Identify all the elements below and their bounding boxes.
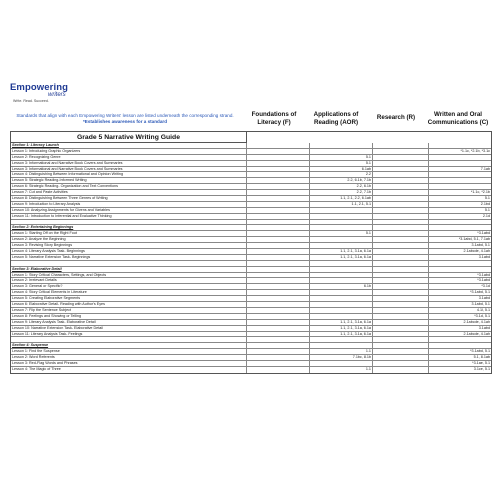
lesson-cell: Lesson 5: Strategic Reading-Informed Writing (11, 178, 247, 183)
aor-cell (310, 237, 373, 242)
aor-cell (310, 261, 373, 266)
foundations-cell (247, 190, 310, 195)
lesson-cell: Lesson 5: Creating Elaborative Segments (11, 296, 247, 301)
foundations-cell (247, 231, 310, 236)
communications-cell (429, 178, 491, 183)
communications-cell: *3.1abd (477, 231, 490, 236)
research-cell (373, 214, 429, 219)
lesson-cell: Section 2: Entertaining Beginnings (11, 225, 247, 230)
lesson-cell: Lesson 1: Story Critical Characters, Settings, and Objects (11, 273, 247, 278)
foundations-cell (247, 332, 310, 337)
foundations-cell (247, 337, 310, 342)
communications-cell: 3.1ce, 5.1 (473, 366, 490, 371)
research-cell (373, 196, 429, 201)
lesson-cell: Lesson 10: Narrative Extension Task- Elaborative Detail (11, 326, 247, 331)
research-cell (373, 273, 429, 278)
communications-cell: *1.1c, *2.1b (470, 190, 490, 195)
foundations-cell (247, 161, 310, 166)
lesson-cell: Lesson 10: Analyzing Assignments for Givens and Variables (11, 208, 247, 213)
logo-tagline: Write. Read. Succeed. (13, 99, 49, 103)
communications-cell (429, 161, 491, 166)
communications-cell (429, 267, 491, 272)
table-body (11, 143, 491, 373)
research-cell (373, 149, 429, 154)
research-cell (373, 308, 429, 313)
aor-cell (310, 149, 373, 154)
communications-cell (429, 261, 491, 266)
column-header-communications: Written and Oral Communications (C) (427, 111, 489, 126)
research-cell (373, 332, 429, 337)
lesson-cell: Lesson 7: Cut and Paste Activities (11, 190, 247, 195)
foundations-cell (247, 261, 310, 266)
aor-cell (310, 273, 373, 278)
lesson-cell: Lesson 3: Informational and Narrative Book Covers and Summaries (11, 167, 247, 172)
aor-cell: 2.2, 6.1b, 7.1b (310, 178, 373, 183)
aor-cell: 1.1, 2.1, 3.1a, 6.1a (310, 249, 373, 254)
foundations-cell (247, 267, 310, 272)
communications-cell (429, 337, 491, 342)
lesson-cell: Lesson 6: Strategic Reading- Organization and Text Conventions (11, 184, 247, 189)
lesson-cell: Lesson 2: Recognizing Genre (11, 155, 247, 160)
aor-cell (310, 296, 373, 301)
lesson-cell: Lesson 11: Introduction to Inferential and Evaluative Thinking (11, 214, 247, 219)
aor-cell (310, 308, 373, 313)
lesson-cell: Lesson 2: Irrelevant Details (11, 278, 247, 283)
aor-cell (310, 361, 373, 366)
communications-cell: *3.1abd (477, 272, 490, 277)
research-cell (373, 190, 429, 195)
foundations-cell (247, 326, 310, 331)
research-cell (373, 326, 429, 331)
communications-cell: 2.1bd (480, 201, 490, 206)
research-cell (373, 143, 429, 148)
foundations-cell (247, 355, 310, 360)
research-cell (373, 355, 429, 360)
communications-cell: 2.1abcde, 4.1ah (463, 249, 490, 254)
aor-cell (310, 290, 373, 295)
aor-cell (310, 220, 373, 225)
guide-title: Grade 5 Narrative Writing Guide (11, 132, 247, 143)
research-cell (373, 320, 429, 325)
aor-cell: 1.1 (310, 367, 373, 373)
research-cell (373, 184, 429, 189)
column-header-foundations: Foundations of Literacy (F) (251, 111, 297, 126)
foundations-cell (247, 167, 310, 172)
lesson-cell: Lesson 1: Find the Suspense (11, 349, 247, 354)
lesson-cell: Section 3: Elaborative Detail (11, 267, 247, 272)
lesson-cell: Lesson 2: Analyze the Beginning (11, 237, 247, 242)
communications-cell: *3.1abd (477, 278, 490, 283)
lesson-cell: Lesson 11: Literary Analysis Task- Feelings (11, 332, 247, 337)
aor-cell (310, 278, 373, 283)
aor-cell: 6.1ab (310, 167, 373, 172)
communications-cell: 3.1abd, 5.1 (471, 243, 490, 248)
communications-cell (429, 225, 491, 230)
research-cell (373, 231, 429, 236)
aor-cell (310, 302, 373, 307)
research-cell (373, 349, 429, 354)
communications-cell: 2.1abcde, 4.1ah (463, 319, 490, 324)
aor-cell (310, 208, 373, 213)
table-row (11, 367, 491, 373)
aor-cell: 1.1, 2.1, 3.1a, 6.1a (310, 332, 373, 337)
lesson-cell (11, 261, 247, 266)
aor-cell: 1.1, 2.1, 3.1a, 6.1a (310, 320, 373, 325)
foundations-cell (247, 196, 310, 201)
aor-cell: 5.1 (310, 231, 373, 236)
research-cell (373, 167, 429, 172)
standards-intro (14, 113, 236, 125)
lesson-cell: Lesson 3: Revising Story Beginnings (11, 243, 247, 248)
research-cell (373, 314, 429, 319)
communications-cell: 2.1abcde, 4.1ah (463, 331, 490, 336)
aor-cell (310, 314, 373, 319)
communications-cell: 3.1abd (478, 325, 490, 330)
communications-cell: *3.1abd, 5.1 (470, 349, 490, 354)
lesson-cell: Lesson 3: General or Specific? (11, 284, 247, 289)
aor-cell (310, 267, 373, 272)
foundations-cell (247, 343, 310, 348)
foundations-cell (247, 314, 310, 319)
foundations-cell (247, 178, 310, 183)
foundations-cell (247, 243, 310, 248)
research-cell (373, 290, 429, 295)
foundations-cell (247, 290, 310, 295)
intro-text: Standards that align with each Empowering Writers' lesson are listed underneath the corresponding strand. (16, 113, 234, 118)
aor-cell (310, 243, 373, 248)
communications-cell (429, 220, 491, 225)
foundations-cell (247, 320, 310, 325)
research-cell (373, 261, 429, 266)
research-cell (373, 343, 429, 348)
research-cell (373, 302, 429, 307)
foundations-cell (247, 367, 310, 373)
research-cell (373, 267, 429, 272)
research-cell (373, 255, 429, 260)
lesson-cell: Lesson 9: Introduction to Literary Analysis (11, 202, 247, 207)
communications-cell (429, 343, 491, 348)
communications-cell: *3.1ae, 5.1 (472, 360, 490, 365)
foundations-cell (247, 255, 310, 260)
aor-cell: 1.1, 2.1, 5.1 (310, 202, 373, 207)
communications-cell: 3.1abd (478, 254, 490, 259)
lesson-cell: Lesson 4: Literary Analysis Task- Beginnings (11, 249, 247, 254)
foundations-cell (247, 284, 310, 289)
aor-cell: 1.1 (310, 349, 373, 354)
lesson-cell: Section 1: Literacy Launch (11, 143, 247, 148)
lesson-cell: Lesson 8: Distinguishing Between Three Genres of Writing (11, 196, 247, 201)
column-header-research: Research (R) (376, 114, 416, 121)
intro-emphasis: *Establishes awareness for a standard (83, 119, 167, 125)
communications-cell: 3.1abd (478, 296, 490, 301)
foundations-cell (247, 155, 310, 160)
communications-cell: 2.1d (482, 213, 490, 218)
aor-cell: 2.2, 6.1b (310, 184, 373, 189)
communications-cell (429, 155, 491, 160)
aor-cell: 5.1 (310, 155, 373, 160)
foundations-cell (247, 202, 310, 207)
foundations-cell (247, 249, 310, 254)
empowering-writers-logo (10, 82, 110, 108)
foundations-cell (247, 349, 310, 354)
aor-cell (310, 143, 373, 148)
aor-cell: 2.2, 7.1b (310, 190, 373, 195)
communications-cell: 3.1abd, 5.1 (471, 302, 490, 307)
research-cell (373, 155, 429, 160)
research-cell (373, 172, 429, 177)
lesson-cell: Lesson 6: Elaborative Detail- Reading with Author's Eyes (11, 302, 247, 307)
foundations-cell (247, 308, 310, 313)
communications-cell (429, 143, 491, 148)
aor-cell: 1.1, 2.1, 3.1a, 6.1a (310, 326, 373, 331)
lesson-cell: Lesson 3: Red-Flag Words and Phrases (11, 361, 247, 366)
research-cell (373, 284, 429, 289)
research-cell (373, 249, 429, 254)
aor-cell: 6.1b (310, 284, 373, 289)
aor-cell (310, 225, 373, 230)
logo-word: Empowering (10, 82, 69, 93)
logo-subtitle: writers (48, 92, 66, 98)
research-cell (373, 178, 429, 183)
foundations-cell (247, 214, 310, 219)
research-cell (373, 243, 429, 248)
foundations-cell (247, 225, 310, 230)
communications-cell: 5.1 (484, 196, 490, 201)
aor-cell: 1.1, 2.1, 3.1a, 6.1a (310, 255, 373, 260)
research-cell (373, 278, 429, 283)
lesson-cell: Lesson 9: Literary Analysis Task- Elaborative Detail (11, 320, 247, 325)
lesson-cell: Lesson 8: Feelings and Showing or Telling (11, 314, 247, 319)
research-cell (373, 208, 429, 213)
lesson-cell (11, 337, 247, 342)
foundations-cell (247, 302, 310, 307)
communications-cell: *3.1d, 5.1 (474, 313, 490, 318)
lesson-cell: Section 4: Suspense (11, 343, 247, 348)
foundations-cell (247, 172, 310, 177)
research-cell (373, 225, 429, 230)
lesson-cell: Lesson 2: Word Referents (11, 355, 247, 360)
lesson-cell: Lesson 4: Story Critical Elements in Literature (11, 290, 247, 295)
foundations-cell (247, 278, 310, 283)
foundations-cell (247, 237, 310, 242)
research-cell (373, 220, 429, 225)
foundations-cell (247, 220, 310, 225)
lesson-cell: Lesson 1: Introducing Graphic Organizers (11, 149, 247, 154)
foundations-cell (247, 149, 310, 154)
aor-cell (310, 214, 373, 219)
aor-cell: 2.2 (310, 172, 373, 177)
foundations-cell (247, 273, 310, 278)
foundations-cell (247, 361, 310, 366)
communications-cell: *3.1abd, 5.1, 7.1ab (458, 237, 490, 242)
communications-cell (429, 172, 491, 177)
foundations-cell (247, 143, 310, 148)
research-cell (373, 367, 429, 373)
lesson-cell: Lesson 1: Starting Off on the Right Foot (11, 231, 247, 236)
lesson-cell: Lesson 3: Informational and Narrative Book Covers and Summaries (11, 161, 247, 166)
aor-cell (310, 337, 373, 342)
lesson-cell: Lesson 5: Narrative Extension Task- Beginnings (11, 255, 247, 260)
research-cell (373, 361, 429, 366)
communications-cell: 4.1l, 5.1 (476, 307, 490, 312)
research-cell (373, 161, 429, 166)
lesson-cell: Lesson 4: Distinguishing Between Informational and Opinion Writing (11, 172, 247, 177)
communications-cell: 5.1 (484, 207, 490, 212)
lesson-cell (11, 220, 247, 225)
communications-cell (429, 184, 491, 189)
foundations-cell (247, 184, 310, 189)
standards-table (10, 131, 492, 374)
communications-cell: *1.1c, *2.1b, *3.1c (460, 148, 490, 153)
foundations-cell (247, 208, 310, 213)
lesson-cell: Lesson 4: The Magic of Three (11, 367, 247, 373)
aor-cell: 7.1bc, 8.1b (310, 355, 373, 360)
communications-cell: *3.1d (481, 284, 490, 289)
research-cell (373, 337, 429, 342)
aor-cell: 5.1 (310, 161, 373, 166)
research-cell (373, 237, 429, 242)
aor-cell (310, 343, 373, 348)
communications-cell: 7.1ab (480, 166, 490, 171)
research-cell (373, 202, 429, 207)
column-header-aor: Applications of Reading (AOR) (313, 111, 359, 126)
research-cell (373, 296, 429, 301)
aor-cell: 1.1, 2.1, 2.2, 6.1ab (310, 196, 373, 201)
lesson-cell: Lesson 7: Flip the Sentence Subject (11, 308, 247, 313)
communications-cell: *3.1abd, 5.1 (470, 290, 490, 295)
foundations-cell (247, 296, 310, 301)
communications-cell: 5.1, 8.1ab (473, 355, 490, 360)
